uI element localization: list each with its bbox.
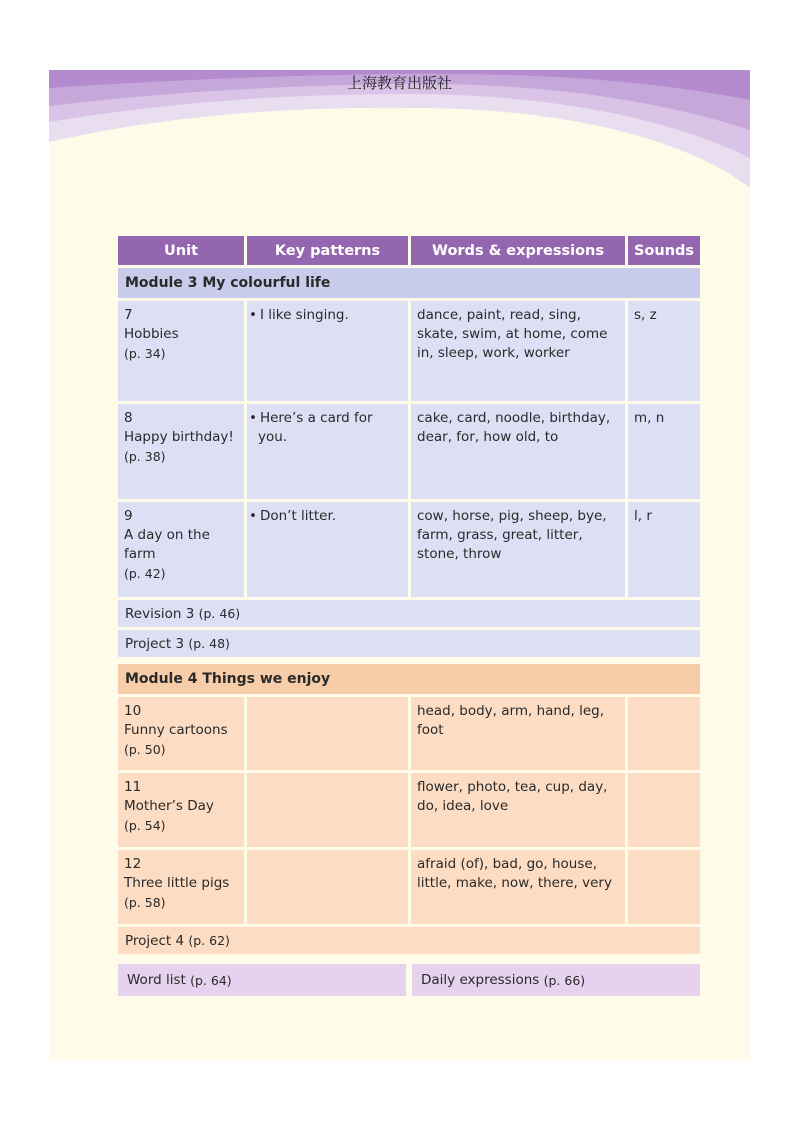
header-sounds: Sounds (628, 236, 700, 265)
unit-page: (p. 54) (124, 818, 166, 833)
unit-cell[interactable] (118, 697, 244, 770)
table-of-contents (118, 236, 700, 996)
sounds-cell: l, r (628, 502, 700, 597)
header-key-patterns: Key patterns (247, 236, 408, 265)
unit-name: Mother’s Day (124, 798, 214, 814)
unit-page: (p. 42) (124, 566, 166, 581)
sounds-cell: s, z (628, 301, 700, 401)
unit-cell[interactable] (118, 404, 244, 499)
table-row (118, 773, 700, 847)
words-cell: dance, paint, read, sing, skate, swim, at home, come in, sleep, work, worker (411, 301, 625, 401)
unit-number: 7 (124, 307, 133, 323)
unit-number: 9 (124, 508, 133, 524)
header-words: Words & expressions (411, 236, 625, 265)
unit-name: Happy birthday! (124, 429, 234, 445)
header-unit: Unit (118, 236, 244, 265)
unit-cell[interactable] (118, 502, 244, 597)
bullet-icon: • (249, 410, 257, 426)
unit-number: 8 (124, 410, 133, 426)
key-pattern-cell (247, 697, 408, 770)
daily-expressions-label: Daily expressions (421, 972, 540, 988)
unit-name: A day on the farm (124, 527, 210, 562)
project-3-row[interactable] (118, 630, 700, 657)
module-3-title: Module 3 My colourful life (118, 268, 700, 298)
unit-page: (p. 50) (124, 742, 166, 757)
project-4-label: Project 4 (125, 932, 185, 949)
sounds-cell: m, n (628, 404, 700, 499)
revision-3-label: Revision 3 (125, 605, 195, 622)
key-pattern-cell (247, 850, 408, 924)
revision-3-row[interactable] (118, 600, 700, 627)
key-pattern: Here’s a card for you. (258, 410, 373, 445)
sounds-cell (628, 773, 700, 847)
key-pattern: I like singing. (259, 307, 349, 323)
words-cell: afraid (of), bad, go, house, little, make, now, there, very (411, 850, 625, 924)
unit-cell[interactable] (118, 773, 244, 847)
unit-number: 11 (124, 779, 142, 795)
table-row (118, 697, 700, 770)
key-pattern-cell (247, 502, 408, 597)
module-4-title: Module 4 Things we enjoy (118, 664, 700, 694)
word-list-label: Word list (127, 972, 186, 988)
unit-name: Funny cartoons (124, 722, 228, 738)
unit-cell[interactable] (118, 301, 244, 401)
unit-page: (p. 58) (124, 895, 166, 910)
words-cell: cow, horse, pig, sheep, bye, farm, grass, great, litter, stone, throw (411, 502, 625, 597)
words-cell: cake, card, noodle, birthday, dear, for, how old, to (411, 404, 625, 499)
key-pattern: Don’t litter. (259, 508, 337, 524)
unit-number: 10 (124, 703, 142, 719)
word-list-link[interactable] (118, 964, 406, 996)
publisher-name: 上海教育出版社 (346, 74, 452, 92)
revision-3-page: (p. 46) (198, 606, 241, 621)
unit-page: (p. 34) (124, 346, 166, 361)
project-3-label: Project 3 (125, 635, 185, 652)
appendix-links (118, 964, 700, 996)
table-row (118, 404, 700, 499)
unit-cell[interactable] (118, 850, 244, 924)
bullet-icon: • (249, 508, 257, 524)
unit-name: Three little pigs (124, 875, 230, 891)
unit-page: (p. 38) (124, 449, 166, 464)
table-header (118, 236, 700, 265)
sounds-cell (628, 850, 700, 924)
unit-number: 12 (124, 856, 142, 872)
key-pattern-cell (247, 301, 408, 401)
words-cell: head, body, arm, hand, leg, foot (411, 697, 625, 770)
project-3-page: (p. 48) (188, 636, 230, 651)
daily-expressions-page: (p. 66) (543, 972, 586, 988)
table-row (118, 301, 700, 401)
key-pattern-cell (247, 773, 408, 847)
table-row (118, 502, 700, 597)
project-4-row[interactable] (118, 927, 700, 954)
table-row (118, 850, 700, 924)
project-4-page: (p. 62) (188, 933, 230, 948)
sounds-cell (628, 697, 700, 770)
key-pattern-cell (247, 404, 408, 499)
words-cell: flower, photo, tea, cup, day, do, idea, love (411, 773, 625, 847)
bullet-icon: • (249, 307, 257, 323)
word-list-page: (p. 64) (190, 972, 232, 988)
daily-expressions-link[interactable] (412, 964, 700, 996)
unit-name: Hobbies (124, 326, 179, 342)
